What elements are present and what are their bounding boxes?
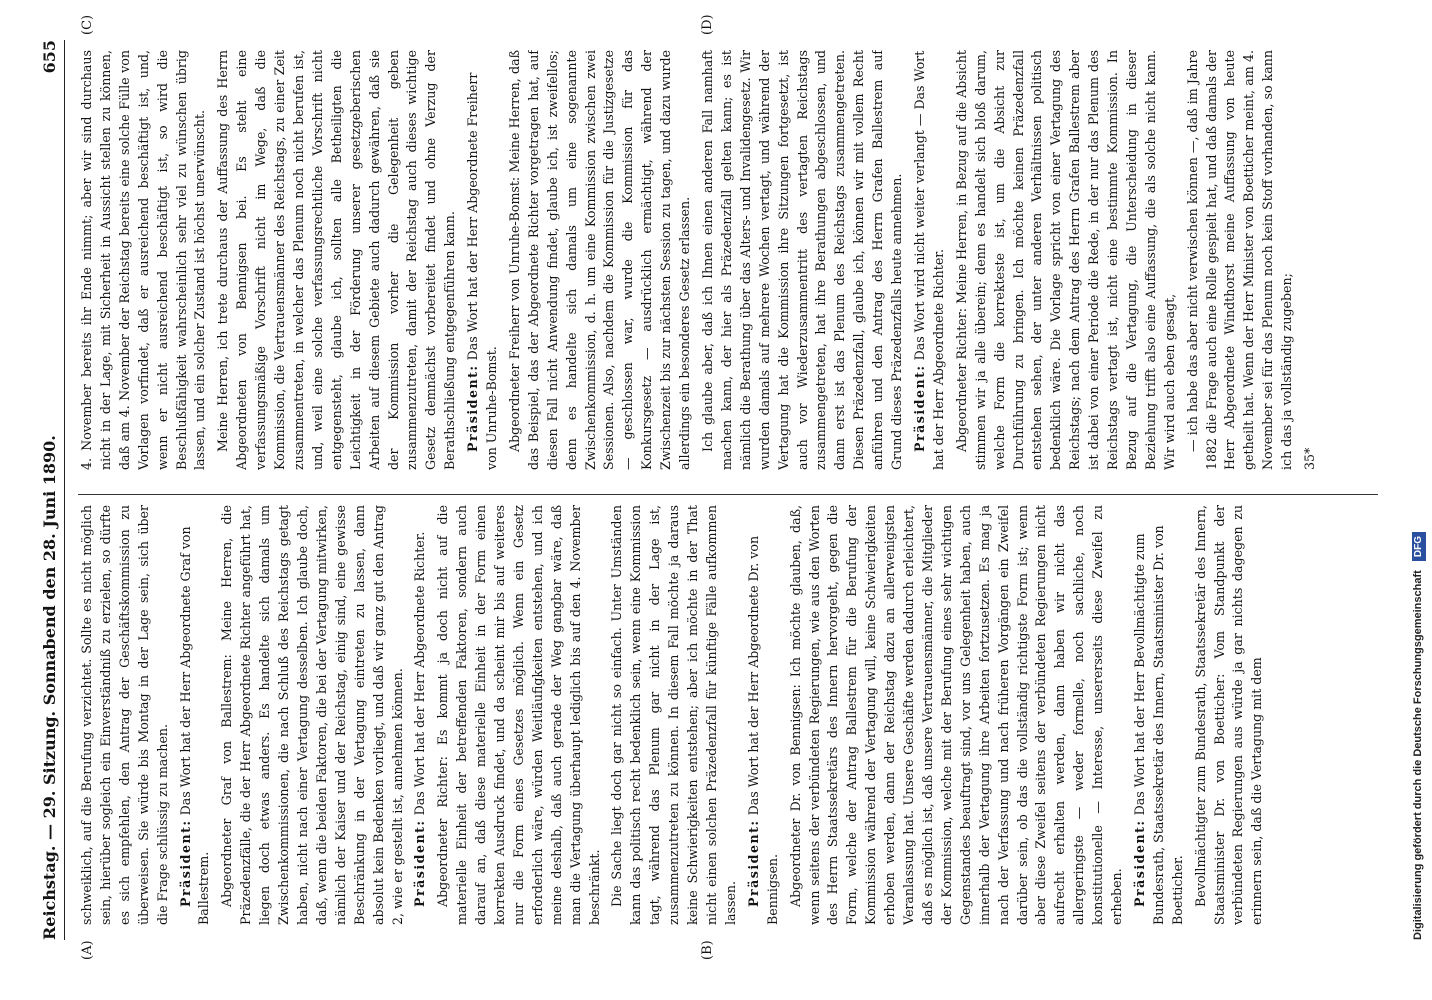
speech-paragraph <box>1192 505 1268 925</box>
left-column <box>78 505 1378 925</box>
right-column <box>78 50 1378 470</box>
paragraph-text: Abgeordneter Freiherr von Unruhe-Bomst: Meine Herren, daß das Beispiel, das der Abgeordnete Richter vorgetragen hat, auf diesen Fall nicht Anwendung findet, glaube ich, ist zweifellos; denn es handelte sich damals um eine sogenannte Zwischenkommission, d. h. um eine Kommission zwischen zwei Sessionen. Also, nachdem die Kommission für die Justizgesetze — geschlossen war, wurde die Kommission für das Konkursgesetz — ausdrücklich ermächtigt, während der Zwischenzeit bis zur nächsten Session zu tagen, und dazu wurde allerdings ein besonderes Gesetz erlassen. <box>506 50 693 470</box>
paragraph-text: 35* <box>1302 447 1318 470</box>
paragraph-text: Abgeordneter Richter: Es kommt ja doch nicht auf die materielle Einheit der betreffenden Faktoren, sondern auch darauf an, daß diese materielle Einheit in der Form einen korrekten Ausdruck findet, und da scheint mir bis auf weiteres nur die Form eines Gesetzes möglich. Wenn ein Gesetz erforderlich wäre, würden Weitläufigkeiten entstehen, und ich meine deshalb, daß auch gerade der Weg gangbar wäre, daß man die Vertagung überhaupt lediglich bis auf den 4. November beschränkt. <box>435 505 602 925</box>
speech-paragraph <box>218 505 407 925</box>
paragraph-text: Das Wort hat der Herr Abgeordnete Dr. von Bennigsen. <box>745 535 780 925</box>
paragraph-text: Ich glaube aber, daß ich Ihnen einen anderen Fall namhaft machen kann, der hier als Präzedenzfall gelten kann; es ist nämlich die Berathung über das Alters- und Invalidengesetz. Wir wurden damals auf mehrere Wochen vertagt, und während der Vertagung hat die Kommission ihre Sitzungen fortgesetzt, ist auch vor Wiederzusammentritt des vertagten Reichstags zusammengetreten, hat ihre Berathungen abgeschlossen, und dann erst ist das Plenum des Reichstags zusammengetreten. Diesen Präzedenzfall, glaube ich, können wir mit vollem Recht anführen und den Antrag des Herrn Grafen Ballestrem auf Grund dieses Präzedenzfalls heute annehmen. <box>700 50 905 470</box>
paragraph-text: Abgeordneter Richter: Meine Herren, in Bezug auf die Absicht stimmen wir ja alle überein; denn es handelt sich bloß darum, welche Form die korrekteste ist, um die Absicht zur Durchführung zu bringen. Ich möchte keinen Präzedenzfall entstehen sehen, der unter anderen Verhältnissen politisch bedenklich wäre. Die Vorlage spricht von einer Vertagung des Reichstags; nach dem Antrag des Herrn Grafen Ballestrem aber ist dabei von einer Periode die Rede, in der nur das Plenum des Reichstags vertagt ist, nicht eine bestimmte Kommission. In Bezug auf die Vertagung, die Unterscheidung in dieser Beziehung trifft also eine Auffassung, die als solche nicht kann. Wir wird auch eben gesagt, <box>953 50 1177 470</box>
speech-paragraph <box>78 505 173 925</box>
paragraph-text: — ich habe das aber nicht verwischen können —, daß im Jahre 1882 die Frage auch eine Rolle gespielt hat, und daß damals der Herr Abgeordnete Windthorst meine Auffassung von heute getheilt hat. Wenn der Herr Minister von Boetticher meint, am 4. November sei für das Plenum noch kein Stoff vorhanden, so kann ich das ja vollständig zugeben; <box>1184 50 1295 470</box>
speech-paragraph <box>953 50 1180 470</box>
speech-paragraph <box>787 505 1127 925</box>
paragraph-text: Das Wort hat der Herr Bevollmächtigte zum Bundesrath, Staatssekretär des Innern, Staatsminister Dr. von Boetticher. <box>1131 525 1185 925</box>
page-number: 655 <box>40 40 59 74</box>
speech-paragraph <box>434 505 604 925</box>
paragraph-text: Das Wort hat der Herr Abgeordnete Freiherr von Unruhe-Bomst. <box>465 72 500 470</box>
paragraph-text: Das Wort hat der Herr Abgeordnete Graf von Ballestrem. <box>177 526 212 925</box>
president-speech-paragraph <box>745 505 783 925</box>
paragraph-text: schweiklich, auf die Berufung verzichtet. Sollte es nicht möglich sein, hierüber sogleich ein Einverständniß zu erzielen, so dürfte es sich empfehlen, den Antrag der Geschäftskommission zu überweisen. Sie würde bis Montag in der Lage sein, sich über die Frage schlüssig zu machen. <box>79 505 170 925</box>
margin-marker-b: (B) <box>700 940 715 960</box>
paragraph-text: Abgeordneter Graf von Ballestrem: Meine Herren, die Präzedenzfälle, die der Herr Abgeordnete Richter angeführt hat, liegen doch etwas anders. Es handelte sich damals um Zwischenkommissionen, die nach Schluß des Reichstags getagt haben, nicht nach einer Vertagung desselben. Ich glaube doch, daß, wenn die beiden Faktoren, die bei der Vertagung mitwirken, nämlich der Kaiser und der Reichstag, einig sind, eine gewisse Beschränkung in der Vertagung eintreten zu lassen, dann absolut kein Bedenken vorliegt, und daß wir ganz gut den Antrag 2, wie er gestellt ist, annehmen können. <box>219 505 405 925</box>
speaker-label: Präsident: <box>911 364 927 452</box>
margin-marker-d: (D) <box>700 14 715 35</box>
margin-marker-a: (A) <box>80 940 95 960</box>
speech-paragraph <box>1301 50 1320 470</box>
speech-paragraph <box>1184 50 1297 470</box>
paragraph-text: Abgeordneter Dr. von Bennigsen: Ich möchte glauben, daß, wenn seitens der verbündeten Regierungen, wie aus den Worten des Herrn Staatssekretärs des Innern hervorgeht, gegen die Form, welche der Antrag Ballestrem für die Berufung der Kommission während der Vertagung will, keine Schwierigkeiten erhoben werden, dann der Reichstag dazu an allerwenigsten Veranlassung hat. Unsere Geschäfte werden dadurch erleichtert, daß es möglich ist, daß unsere Vertrauensmänner, die Mitglieder der Kommission, welche mit der Berufung eines sehr wichtigen Gegenstandes beauftragt sind, vor uns Gelegenheit haben, auch innerhalb der Vertagung ihre Arbeiten fortzusetzen. Es mag ja nach der Verfassung und nach früheren Vorgängen ein Zweifel darüber sein, ob das die vollständig richtigste Form ist; wenn aber diese Zweifel seitens der verbündeten Regierungen nicht aufrecht erhalten werden, dann haben wir nicht das allergeringste — weder formelle, noch sachliche, noch konstitutionelle — Interesse, unsererseits diese Zweifel zu erheben. <box>787 505 1125 925</box>
margin-marker-c: (C) <box>80 14 95 35</box>
digitization-credit-text: Digitalisierung gefördert durch die Deutsche Forschungsgemeinschaft <box>1412 570 1424 940</box>
president-speech-paragraph <box>464 50 502 470</box>
speaker-label: Präsident: <box>1131 819 1147 907</box>
paragraph-text: 4. November bereits ihr Ende nimmt; aber wir sind durchaus nicht in der Lage, mit Sicherheit in Aussicht stellen zu können, daß am 4. November der Reichstag bereits eine solche Fülle von Vorlagen vorfindet, daß er ausreichend beschäftigt ist, und, wenn er nicht ausreichend beschäftigt ist, so wird die Beschlußfähigkeit wahrscheinlich sehr viel zu wünschen übrig lassen, und ein solcher Zustand ist höchst unerwünscht. <box>79 50 208 470</box>
speaker-label: Präsident: <box>745 819 761 907</box>
speech-paragraph <box>214 50 460 470</box>
running-title: Reichstag. — 29. Sitzung. Sonnabend den 28. Juni 1890. <box>40 435 59 940</box>
page-header <box>38 40 65 940</box>
paragraph-text: Die Sache liegt doch gar nicht so einfach. Unter Umständen kann das politisch recht bedenklich sein, wenn eine Kommission tagt, während das Plenum gar nicht in der Lage ist, zusammenzutreten zu können. In diesem Fall möchte ja daraus keine Schwierigkeiten entstehen; aber ich möchte in der That nicht einen solchen Präzedenzfall für künftige Fälle aufkommen lassen. <box>609 505 738 925</box>
speech-paragraph <box>608 505 740 925</box>
president-speech-paragraph <box>177 505 215 925</box>
president-speech-paragraph <box>1131 505 1188 925</box>
speech-paragraph <box>78 50 210 470</box>
speaker-label: Präsident: <box>465 364 481 452</box>
speech-paragraph <box>506 50 695 470</box>
paragraph-text: Meine Herren, ich trete durchaus der Auffassung des Herrn Abgeordneten von Bennigsen bei. Es steht eine verfassungsmäßige Vorschrift nicht im Wege, daß die Kommission, die Vertrauensmänner des Reichstags, zu einer Zeit zusammentreten, in welcher das Plenum noch nicht berufen ist, und, weil eine solche verfassungsrechtliche Vorschrift nicht entgegensteht, glaube ich, sollten alle Betheiligten die Leichtigkeit in der Förderung unserer gesetzgeberischen Arbeiten auf diesem Gebiete auch dadurch gewähren, daß sie der Kommission vorher die Gelegenheit geben zusammenzutreten, damit der Reichstag auch dieses wichtige Gesetz demnächst vorbereitet findet und ohne Verzug der Berathschließung entgegenführen kann. <box>215 50 458 470</box>
paragraph-text: Das Wort wird nicht weiter verlangt — Das Wort hat der Herr Abgeordnete Richter. <box>911 50 946 470</box>
digitization-credit <box>1404 0 1432 1000</box>
speaker-label: Präsident: <box>177 819 193 907</box>
dfg-logo: DFG <box>1412 532 1426 561</box>
paragraph-text: Das Wort hat der Herr Abgeordnete Richter. <box>412 531 428 820</box>
speech-paragraph <box>699 50 907 470</box>
president-speech-paragraph <box>911 50 949 470</box>
speaker-label: Präsident: <box>412 819 428 907</box>
president-speech-paragraph <box>411 505 430 925</box>
paragraph-text: Bevollmächtigter zum Bundesrath, Staatssekretär des Innern, Staatsminister Dr. von Boetticher: Vom Standpunkt der verbündeten Regierungen aus würde ja gar nichts dagegen zu erinnern sein, daß die Vertagung mit dem <box>1192 505 1265 925</box>
column-divider <box>78 494 1378 495</box>
